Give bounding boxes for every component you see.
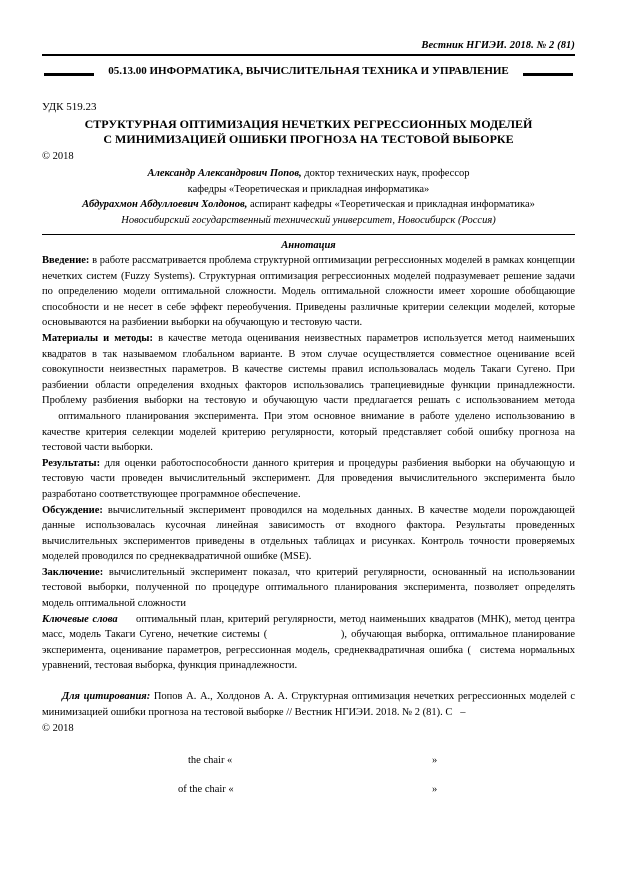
paragraph-introduction-label: Введение:	[42, 255, 90, 266]
paragraph-discussion	[42, 503, 575, 565]
abstract-section	[42, 253, 575, 674]
title-line-1: СТРУКТУРНАЯ ОПТИМИЗАЦИЯ НЕЧЕТКИХ РЕГРЕССИОННЫХ МОДЕЛЕЙ	[84, 117, 533, 131]
paragraph-conclusion-label: Заключение:	[42, 566, 104, 578]
paragraph-materials-methods	[42, 331, 575, 456]
keywords-label: Ключевые слова	[42, 613, 118, 625]
chair-line-1	[188, 755, 438, 766]
copyright-top: © 2018	[42, 151, 74, 162]
heading-left-rule	[44, 73, 94, 76]
paragraph-materials-methods-text: в качестве метода оценивания неизвестных параметров используется метод наименьших квадратов в так называемом глобальном варианте. В этом случае осуществляется совместное оценивание всей совокупности неизвестных параметров. В качестве системы правил использовалась модель Такаги Сугено. При разбиении области определения входных факторов использовались трапециевидные функции принадлежности. Проблему разбиения выборки на тестовую и обучающую части предлагается решать с использованием метода оптимального планирования эксперимента. При этом основное внимание в работе уделено использованию в качестве критерия селекции моделей критерию регулярности, который представляет собой ошибку прогноза на тестовой части выборки.	[42, 332, 575, 454]
chair-line-1-quote-close: »	[432, 755, 438, 766]
paragraph-introduction	[42, 253, 575, 331]
author-1-dept: кафедры «Теоретическая и прикладная информатика»	[187, 183, 430, 195]
author-2-role: аспирант кафедры «Теоретическая и прикладная информатика»	[247, 199, 535, 210]
citation-paragraph	[42, 689, 575, 720]
section-heading: 05.13.00 ИНФОРМАТИКА, ВЫЧИСЛИТЕЛЬНАЯ ТЕХНИКА И УПРАВЛЕНИЕ	[108, 65, 509, 77]
heading-right-rule	[523, 73, 573, 76]
paragraph-materials-methods-label: Материалы и методы:	[42, 332, 153, 344]
section-heading-row	[42, 65, 575, 77]
affiliation: Новосибирский государственный технический университет, Новосибирск (Россия)	[121, 214, 496, 226]
authors-rule	[42, 234, 575, 235]
journal-header: Вестник НГИЭИ. 2018. № 2 (81)	[421, 40, 575, 51]
author-2-name: Абдурахмон Абдуллоевич Холдонов,	[82, 199, 248, 210]
chair-line-2-text: of the chair «	[178, 784, 234, 795]
paragraph-results-label: Результаты:	[42, 457, 101, 469]
title-line-2: С МИНИМИЗАЦИЕЙ ОШИБКИ ПРОГНОЗА НА ТЕСТОВОЙ ВЫБОРКЕ	[103, 132, 514, 146]
chair-line-2-quote-close: »	[432, 784, 438, 795]
article-title	[42, 117, 575, 147]
chair-line-2	[178, 784, 438, 795]
header-rule	[42, 54, 575, 56]
paragraph-results	[42, 456, 575, 503]
paragraph-conclusion-text: вычислительный эксперимент показал, что критерий регулярности, основанный на использовании тестовой выборки, полученной по процедуре оптимального планирования эксперимента, позволяет определять модель оптимальной сложности	[42, 566, 575, 610]
paragraph-discussion-label: Обсуждение:	[42, 504, 103, 516]
keywords-paragraph	[42, 612, 575, 674]
keywords-text: оптимальный план, критерий регулярности, метод наименьших квадратов (МНК), метод центра масс, модель Такаги Сугено, нечеткие системы ( ), обучающая выборка, оптимальное планирование эксперимента, оценивание параметров, регрессионная модель, среднеквадратичная ошибка ( система нормальных уравнений, тестовая выборка, функция принадлежности.	[42, 613, 576, 672]
paragraph-results-text: для оценки работоспособности данного критерия и процедуры разбиения выборки на обучающую и тестовую части проведен вычислительный эксперимент. Для проведения вычислительного эксперимента было разработано соответствующее программное обеспечение.	[42, 457, 575, 500]
copyright-bottom: © 2018	[42, 723, 74, 734]
author-1-line	[42, 166, 575, 182]
citation-label: Для цитирования:	[62, 691, 151, 703]
authors-block	[42, 166, 575, 228]
paragraph-introduction-text: в работе рассматривается проблема структурной оптимизации регрессионных моделей в рамках концепции нечетких систем (Fuzzy Systems). Структурная оптимизация регрессионных моделей подразумевает решение задачи по определению модели оптимальной сложности. Модель оптимальной сложности имеет хорошие обобщающие способности и не несет в себе эффект переобучения. Приведены различные критерии селекции моделей, которые основываются на разбиении выборки на обучающую и тестовую части.	[42, 255, 576, 329]
citation-text: Попов А. А., Холдонов А. А. Структурная оптимизация нечетких регрессионных моделей с минимизацией ошибки прогноза на тестовой выборке // Вестник НГИЭИ. 2018. № 2 (81). С –	[42, 691, 576, 718]
udc-code: УДК 519.23	[42, 101, 97, 113]
chair-line-1-text: the chair «	[188, 755, 233, 766]
paragraph-conclusion	[42, 565, 575, 612]
author-1-role: доктор технических наук, профессор	[301, 168, 470, 179]
author-1-name: Александр Александрович Попов,	[147, 168, 302, 179]
abstract-heading: Аннотация	[281, 240, 336, 251]
paragraph-discussion-text: вычислительный эксперимент проводился на модельных данных. В качестве модели порождающей данные использовалась кусочная линейная зависимость от входного фактора. Результаты проведенных вычислительных экспериментов приведены в отдельных таблицах и рисунках. Контроль точности проверяемых моделей проводился по среднеквадратичной ошибке (MSE).	[42, 504, 575, 563]
author-2-line	[42, 197, 575, 213]
